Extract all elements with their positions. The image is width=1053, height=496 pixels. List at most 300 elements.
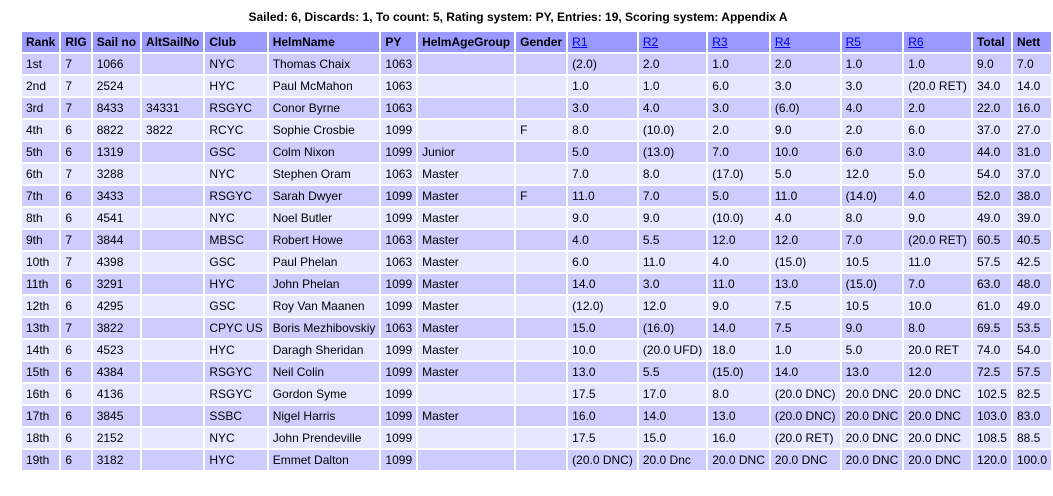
cell-gender — [516, 142, 566, 162]
cell-r6: 2.0 — [904, 98, 971, 118]
table-row — [22, 186, 1051, 206]
cell-r6: 1.0 — [904, 54, 971, 74]
cell-r5: 20.0 DNC — [842, 384, 903, 404]
cell-gender: F — [516, 186, 566, 206]
table-row — [22, 76, 1051, 96]
cell-total: 54.0 — [973, 164, 1011, 184]
cell-r2: 3.0 — [639, 274, 706, 294]
cell-total: 34.0 — [973, 76, 1011, 96]
table-row — [22, 98, 1051, 118]
cell-r1: 9.0 — [568, 208, 637, 228]
cell-helmname: Sophie Crosbie — [269, 120, 380, 140]
cell-py: 1099 — [381, 142, 416, 162]
cell-sail-no: 4384 — [93, 362, 140, 382]
column-header-total: Total — [973, 32, 1011, 52]
cell-r4: 12.0 — [771, 230, 840, 250]
cell-gender — [516, 406, 566, 426]
cell-r4: 1.0 — [771, 340, 840, 360]
cell-rank: 8th — [22, 208, 59, 228]
cell-r1: (20.0 DNC) — [568, 450, 637, 470]
cell-sail-no: 3291 — [93, 274, 140, 294]
results-table — [20, 30, 1053, 472]
cell-sail-no: 3844 — [93, 230, 140, 250]
cell-club: NYC — [205, 428, 266, 448]
cell-py: 1099 — [381, 362, 416, 382]
cell-r4: (15.0) — [771, 252, 840, 272]
cell-r4: 13.0 — [771, 274, 840, 294]
table-row — [22, 164, 1051, 184]
cell-r1: 14.0 — [568, 274, 637, 294]
cell-r5: 7.0 — [842, 230, 903, 250]
race-link-r2[interactable]: R2 — [642, 35, 659, 49]
cell-altsailno — [142, 318, 203, 338]
cell-rank: 1st — [22, 54, 59, 74]
cell-rig: 6 — [61, 384, 90, 404]
cell-sail-no: 8822 — [93, 120, 140, 140]
cell-r1: 6.0 — [568, 252, 637, 272]
cell-rank: 18th — [22, 428, 59, 448]
cell-r3: 6.0 — [708, 76, 769, 96]
cell-py: 1099 — [381, 186, 416, 206]
cell-r5: 2.0 — [842, 120, 903, 140]
cell-altsailno — [142, 274, 203, 294]
cell-r5: (15.0) — [842, 274, 903, 294]
cell-sail-no: 4295 — [93, 296, 140, 316]
column-header-sail-no: Sail no — [93, 32, 140, 52]
cell-altsailno — [142, 76, 203, 96]
cell-r6: 10.0 — [904, 296, 971, 316]
cell-r5: 13.0 — [842, 362, 903, 382]
cell-r5: 4.0 — [842, 98, 903, 118]
cell-r5: 10.5 — [842, 296, 903, 316]
cell-altsailno — [142, 340, 203, 360]
cell-r6: 8.0 — [904, 318, 971, 338]
cell-rig: 6 — [61, 362, 90, 382]
cell-club: HYC — [205, 76, 266, 96]
cell-helmagegroup: Master — [418, 406, 514, 426]
cell-rank: 15th — [22, 362, 59, 382]
cell-total: 37.0 — [973, 120, 1011, 140]
cell-altsailno — [142, 164, 203, 184]
cell-total: 61.0 — [973, 296, 1011, 316]
cell-rank: 12th — [22, 296, 59, 316]
cell-nett: 100.0 — [1013, 450, 1051, 470]
cell-r5: 20.0 DNC — [842, 428, 903, 448]
race-link-r3[interactable]: R3 — [712, 35, 728, 49]
column-header-altsailno: AltSailNo — [142, 32, 203, 52]
cell-r2: (13.0) — [639, 142, 706, 162]
cell-r2: 14.0 — [639, 406, 706, 426]
cell-r4: 7.5 — [771, 318, 840, 338]
cell-nett: 42.5 — [1013, 252, 1051, 272]
cell-nett: 49.0 — [1013, 296, 1051, 316]
cell-rig: 6 — [61, 428, 90, 448]
cell-r6: (20.0 RET) — [904, 76, 971, 96]
cell-rank: 2nd — [22, 76, 59, 96]
cell-r2: 2.0 — [639, 54, 706, 74]
table-row — [22, 450, 1051, 470]
cell-total: 60.5 — [973, 230, 1011, 250]
cell-py: 1063 — [381, 54, 416, 74]
cell-helmname: Sarah Dwyer — [269, 186, 380, 206]
cell-total: 72.5 — [973, 362, 1011, 382]
cell-sail-no: 4398 — [93, 252, 140, 272]
cell-rig: 7 — [61, 54, 90, 74]
cell-sail-no: 4523 — [93, 340, 140, 360]
cell-rig: 7 — [61, 252, 90, 272]
cell-r5: 20.0 DNC — [842, 450, 903, 470]
column-header-rig: RIG — [61, 32, 90, 52]
cell-club: RSGYC — [205, 362, 266, 382]
cell-helmagegroup: Master — [418, 186, 514, 206]
cell-total: 69.5 — [973, 318, 1011, 338]
cell-r4: (20.0 DNC) — [771, 406, 840, 426]
cell-altsailno — [142, 54, 203, 74]
cell-gender — [516, 164, 566, 184]
cell-helmname: Thomas Chaix — [269, 54, 380, 74]
cell-r3: 13.0 — [708, 406, 769, 426]
cell-helmagegroup — [418, 76, 514, 96]
cell-helmagegroup: Master — [418, 230, 514, 250]
table-row — [22, 406, 1051, 426]
cell-rank: 17th — [22, 406, 59, 426]
cell-r4: 11.0 — [771, 186, 840, 206]
cell-helmname: John Phelan — [269, 274, 380, 294]
cell-gender — [516, 274, 566, 294]
cell-helmagegroup: Junior — [418, 142, 514, 162]
cell-r4: 4.0 — [771, 208, 840, 228]
cell-r3: 3.0 — [708, 98, 769, 118]
cell-club: GSC — [205, 142, 266, 162]
table-row — [22, 318, 1051, 338]
cell-r4: (6.0) — [771, 98, 840, 118]
table-row — [22, 252, 1051, 272]
cell-helmname: Stephen Oram — [269, 164, 380, 184]
cell-rig: 6 — [61, 142, 90, 162]
cell-gender — [516, 450, 566, 470]
cell-r2: 15.0 — [639, 428, 706, 448]
cell-helmagegroup: Master — [418, 164, 514, 184]
cell-nett: 54.0 — [1013, 340, 1051, 360]
column-header-r3[interactable] — [708, 32, 769, 52]
cell-sail-no: 3288 — [93, 164, 140, 184]
column-header-r6[interactable] — [904, 32, 971, 52]
cell-r4: (20.0 RET) — [771, 428, 840, 448]
cell-rank: 7th — [22, 186, 59, 206]
cell-club: NYC — [205, 54, 266, 74]
cell-r3: 7.0 — [708, 142, 769, 162]
cell-nett: 83.0 — [1013, 406, 1051, 426]
cell-r5: 10.5 — [842, 252, 903, 272]
cell-club: NYC — [205, 164, 266, 184]
table-row — [22, 208, 1051, 228]
cell-r4: 5.0 — [771, 164, 840, 184]
cell-altsailno — [142, 450, 203, 470]
cell-altsailno — [142, 362, 203, 382]
cell-helmagegroup: Master — [418, 362, 514, 382]
cell-rank: 9th — [22, 230, 59, 250]
cell-total: 22.0 — [973, 98, 1011, 118]
cell-nett: 39.0 — [1013, 208, 1051, 228]
cell-total: 74.0 — [973, 340, 1011, 360]
cell-r2: 17.0 — [639, 384, 706, 404]
cell-r2: 9.0 — [639, 208, 706, 228]
cell-helmname: Roy Van Maanen — [269, 296, 380, 316]
cell-r5: 5.0 — [842, 340, 903, 360]
cell-rig: 7 — [61, 164, 90, 184]
cell-r6: 5.0 — [904, 164, 971, 184]
cell-gender — [516, 208, 566, 228]
cell-r6: 7.0 — [904, 274, 971, 294]
cell-r3: 18.0 — [708, 340, 769, 360]
cell-total: 44.0 — [973, 142, 1011, 162]
cell-rig: 7 — [61, 76, 90, 96]
cell-r6: 3.0 — [904, 142, 971, 162]
cell-r1: 13.0 — [568, 362, 637, 382]
cell-r1: (2.0) — [568, 54, 637, 74]
cell-nett: 40.5 — [1013, 230, 1051, 250]
column-header-r1[interactable] — [568, 32, 637, 52]
column-header-helmagegroup: HelmAgeGroup — [418, 32, 514, 52]
cell-r6: 9.0 — [904, 208, 971, 228]
cell-sail-no: 2152 — [93, 428, 140, 448]
cell-py: 1099 — [381, 428, 416, 448]
cell-rank: 3rd — [22, 98, 59, 118]
cell-r2: 11.0 — [639, 252, 706, 272]
cell-altsailno — [142, 406, 203, 426]
cell-helmagegroup — [418, 450, 514, 470]
cell-py: 1063 — [381, 98, 416, 118]
cell-nett: 14.0 — [1013, 76, 1051, 96]
cell-r1: 17.5 — [568, 428, 637, 448]
race-link-r5[interactable]: R5 — [845, 35, 861, 49]
cell-r3: 11.0 — [708, 274, 769, 294]
cell-r6: 4.0 — [904, 186, 971, 206]
cell-r1: 1.0 — [568, 76, 637, 96]
race-link-r4[interactable]: R4 — [774, 35, 791, 49]
cell-r2: 5.5 — [639, 230, 706, 250]
cell-nett: 48.0 — [1013, 274, 1051, 294]
cell-helmagegroup — [418, 428, 514, 448]
cell-club: NYC — [205, 208, 266, 228]
cell-rank: 6th — [22, 164, 59, 184]
cell-r3: 20.0 DNC — [708, 450, 769, 470]
cell-club: GSC — [205, 252, 266, 272]
table-row — [22, 274, 1051, 294]
cell-helmagegroup — [418, 384, 514, 404]
cell-altsailno — [142, 186, 203, 206]
table-row — [22, 362, 1051, 382]
cell-py: 1063 — [381, 230, 416, 250]
cell-r1: 5.0 — [568, 142, 637, 162]
cell-py: 1099 — [381, 296, 416, 316]
cell-rig: 6 — [61, 296, 90, 316]
cell-total: 9.0 — [973, 54, 1011, 74]
cell-r5: 6.0 — [842, 142, 903, 162]
cell-rig: 6 — [61, 208, 90, 228]
cell-altsailno — [142, 142, 203, 162]
cell-r3: (10.0) — [708, 208, 769, 228]
cell-helmagegroup — [418, 54, 514, 74]
cell-helmname: Paul Phelan — [269, 252, 380, 272]
cell-r1: 15.0 — [568, 318, 637, 338]
cell-r1: 17.5 — [568, 384, 637, 404]
cell-sail-no: 3182 — [93, 450, 140, 470]
cell-r3: 1.0 — [708, 54, 769, 74]
race-link-r6[interactable]: R6 — [908, 35, 924, 49]
column-header-py: PY — [381, 32, 416, 52]
cell-rig: 6 — [61, 120, 90, 140]
cell-r5: 9.0 — [842, 318, 903, 338]
cell-helmagegroup — [418, 120, 514, 140]
cell-club: RSGYC — [205, 186, 266, 206]
cell-rig: 6 — [61, 186, 90, 206]
cell-helmname: Daragh Sheridan — [269, 340, 380, 360]
cell-r5: 20.0 DNC — [842, 406, 903, 426]
cell-r2: 1.0 — [639, 76, 706, 96]
cell-altsailno — [142, 384, 203, 404]
cell-r1: 11.0 — [568, 186, 637, 206]
cell-py: 1099 — [381, 340, 416, 360]
cell-gender — [516, 340, 566, 360]
cell-club: RSGYC — [205, 98, 266, 118]
table-row — [22, 230, 1051, 250]
cell-altsailno: 3822 — [142, 120, 203, 140]
cell-rank: 14th — [22, 340, 59, 360]
cell-total: 103.0 — [973, 406, 1011, 426]
cell-r4: 14.0 — [771, 362, 840, 382]
cell-r3: 12.0 — [708, 230, 769, 250]
cell-r3: 8.0 — [708, 384, 769, 404]
table-row — [22, 428, 1051, 448]
cell-r2: 12.0 — [639, 296, 706, 316]
cell-rank: 5th — [22, 142, 59, 162]
cell-helmname: Nigel Harris — [269, 406, 380, 426]
cell-r1: 8.0 — [568, 120, 637, 140]
cell-r4: 10.0 — [771, 142, 840, 162]
cell-py: 1099 — [381, 450, 416, 470]
cell-helmname: Gordon Syme — [269, 384, 380, 404]
cell-total: 49.0 — [973, 208, 1011, 228]
cell-py: 1099 — [381, 120, 416, 140]
cell-rank: 13th — [22, 318, 59, 338]
cell-helmagegroup: Master — [418, 296, 514, 316]
cell-r2: 8.0 — [639, 164, 706, 184]
cell-rank: 4th — [22, 120, 59, 140]
cell-rank: 16th — [22, 384, 59, 404]
cell-helmname: John Prendeville — [269, 428, 380, 448]
cell-nett: 57.5 — [1013, 362, 1051, 382]
cell-py: 1063 — [381, 252, 416, 272]
cell-sail-no: 1066 — [93, 54, 140, 74]
cell-total: 63.0 — [973, 274, 1011, 294]
column-header-nett: Nett — [1013, 32, 1051, 52]
column-header-gender: Gender — [516, 32, 566, 52]
cell-r3: 5.0 — [708, 186, 769, 206]
cell-sail-no: 1319 — [93, 142, 140, 162]
column-header-r2[interactable] — [639, 32, 706, 52]
cell-r1: (12.0) — [568, 296, 637, 316]
cell-helmagegroup: Master — [418, 252, 514, 272]
cell-club: SSBC — [205, 406, 266, 426]
cell-club: HYC — [205, 450, 266, 470]
column-header-rank: Rank — [22, 32, 59, 52]
cell-nett: 53.5 — [1013, 318, 1051, 338]
race-link-r1[interactable]: R1 — [572, 35, 588, 49]
column-header-r5[interactable] — [842, 32, 903, 52]
cell-py: 1063 — [381, 318, 416, 338]
cell-rig: 6 — [61, 450, 90, 470]
table-row — [22, 296, 1051, 316]
cell-rig: 6 — [61, 340, 90, 360]
cell-helmname: Emmet Dalton — [269, 450, 380, 470]
cell-gender — [516, 318, 566, 338]
cell-total: 52.0 — [973, 186, 1011, 206]
cell-club: GSC — [205, 296, 266, 316]
column-header-r4[interactable] — [771, 32, 840, 52]
cell-r4: 3.0 — [771, 76, 840, 96]
table-row — [22, 340, 1051, 360]
results-summary: Sailed: 6, Discards: 1, To count: 5, Rating system: PY, Entries: 19, Scoring system: Appendix A — [248, 10, 788, 24]
cell-r3: (17.0) — [708, 164, 769, 184]
cell-club: HYC — [205, 274, 266, 294]
cell-r1: 3.0 — [568, 98, 637, 118]
cell-helmname: Neil Colin — [269, 362, 380, 382]
cell-rank: 19th — [22, 450, 59, 470]
cell-sail-no: 4136 — [93, 384, 140, 404]
cell-r1: 10.0 — [568, 340, 637, 360]
cell-altsailno — [142, 428, 203, 448]
column-header-helmname: HelmName — [269, 32, 380, 52]
cell-helmname: Robert Howe — [269, 230, 380, 250]
cell-r3: 16.0 — [708, 428, 769, 448]
cell-r6: 20.0 RET — [904, 340, 971, 360]
cell-r3: 14.0 — [708, 318, 769, 338]
cell-r3: (15.0) — [708, 362, 769, 382]
cell-py: 1063 — [381, 76, 416, 96]
cell-helmagegroup: Master — [418, 208, 514, 228]
cell-nett: 82.5 — [1013, 384, 1051, 404]
cell-helmagegroup: Master — [418, 340, 514, 360]
cell-r6: 11.0 — [904, 252, 971, 272]
cell-py: 1063 — [381, 164, 416, 184]
cell-helmagegroup: Master — [418, 274, 514, 294]
cell-nett: 38.0 — [1013, 186, 1051, 206]
results-table-header — [22, 32, 1051, 52]
cell-nett: 31.0 — [1013, 142, 1051, 162]
cell-rig: 6 — [61, 406, 90, 426]
cell-r1: 4.0 — [568, 230, 637, 250]
column-header-club: Club — [205, 32, 266, 52]
cell-r6: 20.0 DNC — [904, 406, 971, 426]
cell-r5: 12.0 — [842, 164, 903, 184]
cell-sail-no: 2524 — [93, 76, 140, 96]
table-row — [22, 120, 1051, 140]
cell-r6: 6.0 — [904, 120, 971, 140]
cell-gender — [516, 54, 566, 74]
cell-r2: (10.0) — [639, 120, 706, 140]
cell-r3: 2.0 — [708, 120, 769, 140]
cell-py: 1099 — [381, 274, 416, 294]
cell-r3: 4.0 — [708, 252, 769, 272]
cell-total: 102.5 — [973, 384, 1011, 404]
cell-rig: 7 — [61, 230, 90, 250]
cell-r2: 20.0 Dnc — [639, 450, 706, 470]
cell-gender — [516, 98, 566, 118]
cell-club: HYC — [205, 340, 266, 360]
cell-sail-no: 3845 — [93, 406, 140, 426]
cell-rig: 6 — [61, 274, 90, 294]
